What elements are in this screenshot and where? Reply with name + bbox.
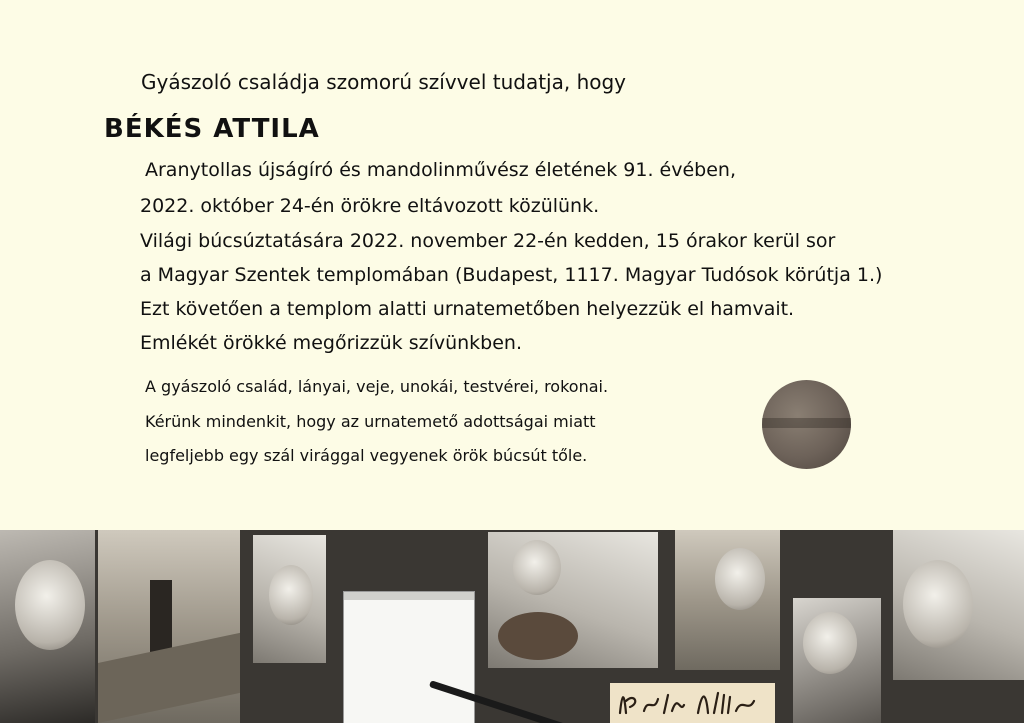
closing-line-3: legfeljebb egy szál virággal vegyenek örök búcsút tőle.	[145, 446, 588, 465]
photo-mandolin-player	[488, 532, 658, 668]
closing-line-1: A gyászoló család, lányai, veje, unokái, testvérei, rokonai.	[145, 377, 609, 396]
intro-line: Gyászoló családja szomorú szívvel tudatja, hogy	[141, 70, 627, 94]
body-line-1: Aranytollas újságíró és mandolinművész életének 91. évében,	[145, 159, 736, 181]
signature	[610, 683, 775, 723]
body-line-5: Ezt követően a templom alatti urnatemetőben helyezzük el hamvait.	[140, 298, 795, 320]
photo-young-girl	[253, 535, 326, 663]
body-line-2: 2022. október 24-én örökre eltávozott közülünk.	[140, 195, 600, 217]
photo-collage	[0, 530, 1024, 723]
photo-waving-man	[893, 530, 1024, 680]
deceased-name: BÉKÉS ATTILA	[104, 114, 320, 144]
photo-man-with-mandolin	[793, 598, 881, 723]
photo-walking-man	[98, 530, 240, 723]
photo-uniform-portrait	[0, 530, 95, 723]
closing-line-2: Kérünk mindenkit, hogy az urnatemető adottságai miatt	[145, 412, 596, 431]
decorative-circle	[762, 380, 851, 469]
body-line-3: Világi búcsúztatására 2022. november 22-én kedden, 15 órakor kerül sor	[140, 230, 836, 252]
photo-smiling-child	[675, 530, 780, 670]
body-line-4: a Magyar Szentek templomában (Budapest, 1117. Magyar Tudósok körútja 1.)	[140, 264, 883, 286]
body-line-6: Emlékét örökké megőrizzük szívünkben.	[140, 332, 523, 354]
notepad	[344, 592, 474, 723]
